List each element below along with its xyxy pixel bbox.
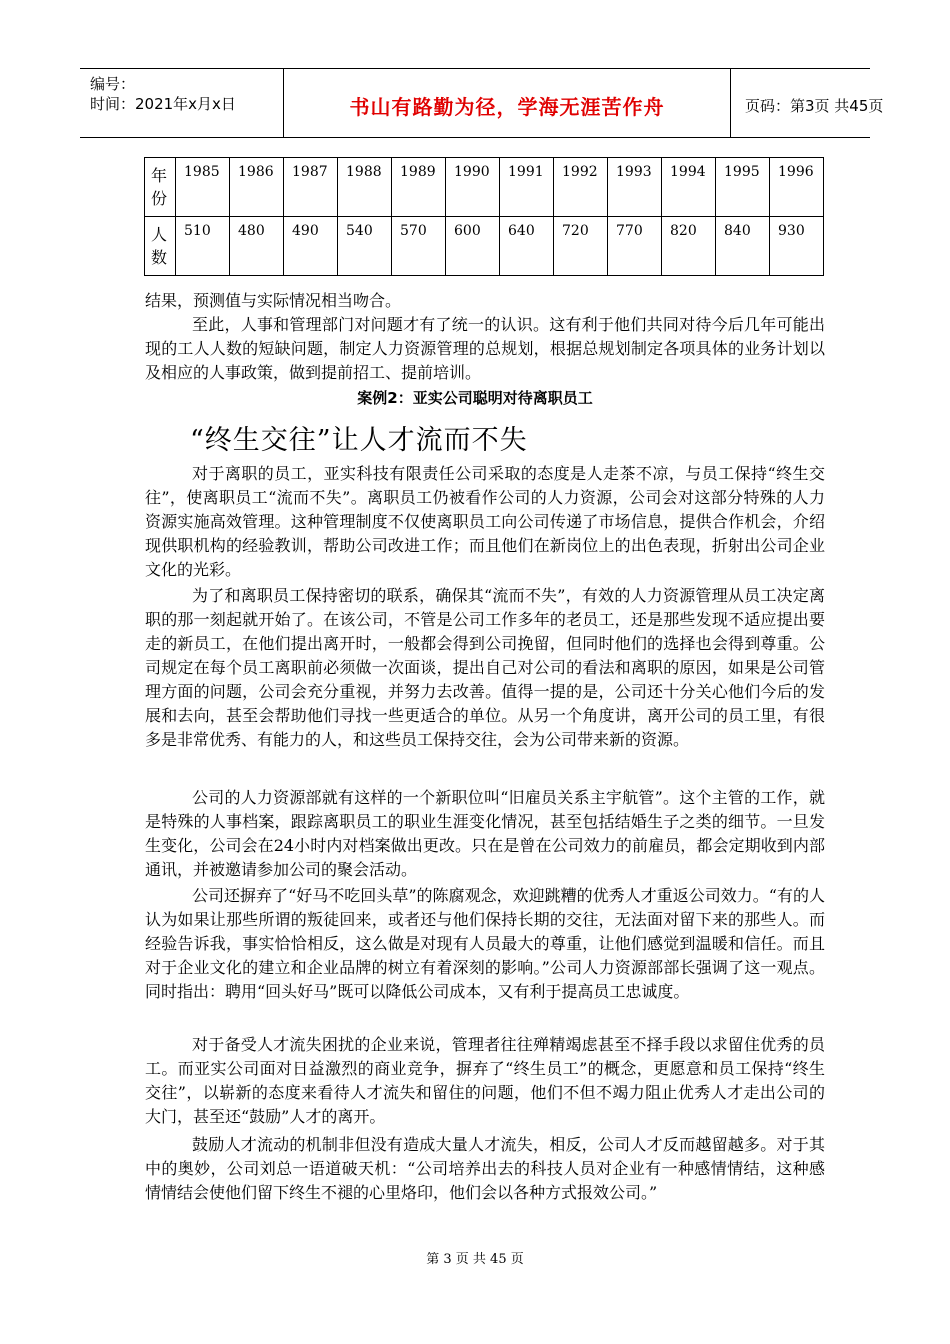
doc-date-label: 时间：2021年x月x日 [90,95,236,113]
table-cell: 1987 [284,158,338,217]
table-cell: 600 [446,217,500,276]
body-paragraph-5: 对于备受人才流失困扰的企业来说，管理者往往殚精竭虑甚至不择手段以求留住优秀的员工。而亚实公司面对日益激烈的商业竞争，摒弃了“终生员工”的概念，更愿意和员工保持“终生交往”，以崭新的态度来看待人才流失和留住的问题，他们不但不竭力阻止优秀人才走出公司的大门，甚至还“鼓励”人才的离开。 [145,1035,825,1126]
table-cell: 490 [284,217,338,276]
header-motto-cell [284,69,731,137]
table-cell: 1988 [338,158,392,217]
body-paragraph-1: 对于离职的员工，亚实科技有限责任公司采取的态度是人走茶不凉，与员工保持“终生交往”，使离职员工“流而不失”。离职员工仍被看作公司的人力资源，公司会对这部分特殊的人力资源实施高效管理。这种管理制度不仅使离职员工向公司传递了市场信息，提供合作机会，介绍现供职机构的经验教训，帮助公司改进工作；而且他们在新岗位上的出色表现，折射出公司企业文化的光彩。 [145,464,825,579]
row-header-year: 年份 [145,158,176,217]
table-cell: 640 [500,217,554,276]
table-cell: 1990 [446,158,500,217]
table-cell: 770 [608,217,662,276]
table-cell: 840 [716,217,770,276]
row-header-count: 人数 [145,217,176,276]
header-page-info: 页码：第3页 共45页 [745,97,884,115]
table-cell: 1992 [554,158,608,217]
table-cell: 720 [554,217,608,276]
table-cell: 1996 [770,158,824,217]
table-cell: 1991 [500,158,554,217]
table-cell: 1985 [176,158,230,217]
body-paragraph-2: 为了和离职员工保持密切的联系，确保其“流而不失”，有效的人力资源管理从员工决定离职的那一刻起就开始了。在该公司，不管是公司工作多年的老员工，还是那些发现不适应提出要走的新员工，在他们提出离开时，一般都会得到公司挽留，但同时他们的选择也会得到尊重。公司规定在每个员工离职前必须做一次面谈，提出自己对公司的看法和离职的原因，如果是公司管理方面的问题，公司会充分重视，并努力去改善。值得一提的是，公司还十分关心他们今后的发展和去向，甚至会帮助他们寻找一些更适合的单位。从另一个角度讲，离开公司的员工里，有很多是非常优秀、有能力的人，和这些员工保持交往，会为公司带来新的资源。 [145,586,825,749]
year-count-table [144,157,824,276]
table-row-counts [145,217,824,276]
table-cell: 480 [230,217,284,276]
table-cell: 570 [392,217,446,276]
table-cell: 1986 [230,158,284,217]
table-cell: 930 [770,217,824,276]
table-cell: 1993 [608,158,662,217]
table-cell: 820 [662,217,716,276]
header-page-cell [731,69,884,137]
table-cell: 510 [176,217,230,276]
doc-code-label: 编号： [90,75,136,93]
page-header [80,68,884,138]
result-paragraph: 结果，预测值与实际情况相当吻合。 [145,291,402,310]
page-footer: 第 3 页 共 45 页 [426,1252,524,1267]
table-cell: 1995 [716,158,770,217]
header-meta-cell [80,69,284,137]
table-cell: 540 [338,217,392,276]
header-motto: 书山有路勤为径，学海无涯苦作舟 [349,95,665,119]
case-title: 案例2：亚实公司聪明对待离职员工 [357,389,593,407]
article-headline: “终生交往”让人才流而不失 [190,425,528,456]
table-row-years [145,158,824,217]
body-paragraph-4: 公司还摒弃了“好马不吃回头草”的陈腐观念，欢迎跳糟的优秀人才重返公司效力。“有的人认为如果让那些所谓的叛徒回来，或者还与他们保持长期的交往，无法面对留下来的那些人。而经验告诉我，事实恰恰相反，这么做是对现有人员最大的尊重，让他们感觉到温暖和信任。而且对于企业文化的建立和企业品牌的树立有着深刻的影响。”公司人力资源部部长强调了这一观点。同时指出：聘用“回头好马”既可以降低公司成本，又有利于提高员工忠诚度。 [145,886,825,1001]
body-paragraph-3: 公司的人力资源部就有这样的一个新职位叫“旧雇员关系主宇航管”。这个主管的工作，就是特殊的人事档案，跟踪离职员工的职业生涯变化情况，甚至包括结婚生子之类的细节。一旦发生变化，公司会在24小时内对档案做出更改。只在是曾在公司效力的前雇员，都会定期收到内部通讯，并被邀请参加公司的聚会活动。 [145,788,825,879]
body-paragraph-6: 鼓励人才流动的机制非但没有造成大量人才流失，相反，公司人才反而越留越多。对于其中的奥妙，公司刘总一语道破天机：“公司培养出去的科技人员对企业有一种感情情结，这种感情情结会使他们留下终生不褪的心里烙印，他们会以各种方式报效公司。” [145,1135,825,1202]
table-cell: 1989 [392,158,446,217]
table-cell: 1994 [662,158,716,217]
summary-paragraph: 至此，人事和管理部门对问题才有了统一的认识。这有利于他们共同对待今后几年可能出现的工人人数的短缺问题，制定人力资源管理的总规划，根据总规划制定各项具体的业务计划以及相应的人事政策，做到提前招工、提前培训。 [145,315,825,382]
